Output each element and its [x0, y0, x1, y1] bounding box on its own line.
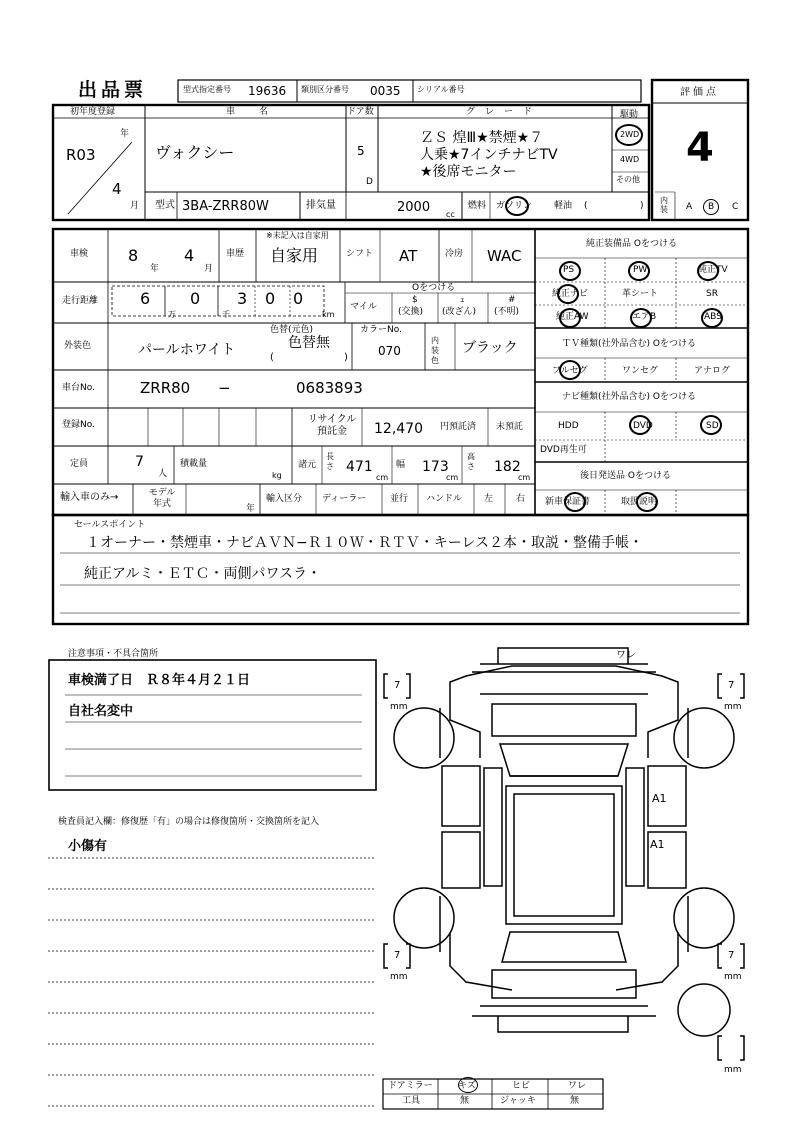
ac-label: 冷房	[445, 249, 464, 259]
height-value: 182	[494, 459, 521, 475]
category-label: 類別区分番号	[301, 85, 349, 94]
interior-b-circle-mark	[703, 199, 719, 215]
grade-line2: 人乗★7インチナビTV	[420, 147, 558, 163]
type-value: 3BA-ZRR80W	[182, 199, 269, 214]
tools-value: 無	[460, 1096, 470, 1106]
equip-airbag-circle-mark	[630, 308, 652, 328]
car-name-label: 車名	[226, 107, 293, 117]
shift-value: AT	[399, 247, 418, 265]
diagram-mark-a1-lower: A1	[650, 838, 665, 851]
length-unit: cm	[376, 473, 389, 482]
model-designation-label: 型式指定番号	[183, 85, 231, 94]
history-note: ※未記入は自家用	[266, 231, 329, 240]
interior-b: B	[708, 202, 715, 212]
mirror-value-circle-mark	[458, 1077, 478, 1093]
post-title: 後日発送品 Oをつける	[580, 471, 671, 481]
mirror-label: ドアミラー	[388, 1081, 433, 1091]
mileage-digit5: 0	[293, 289, 304, 308]
equip-airbag: エアB	[632, 312, 657, 322]
equip-pw-circle-mark	[628, 261, 650, 281]
equip-pw: PW	[633, 265, 648, 275]
fuel-diesel: 軽油	[554, 201, 573, 211]
interior-color-value: ブラック	[462, 340, 518, 356]
navi-hdd: HDD	[558, 421, 579, 431]
first-reg-label: 初年度登録	[70, 107, 116, 117]
load-label: 積載量	[180, 459, 208, 469]
grade-line3: ★後席モニター	[420, 164, 517, 180]
repaint-value: 色替無	[288, 335, 330, 351]
seats-label: 定員	[70, 459, 89, 469]
handle-label: ハンドル	[426, 494, 463, 504]
equip-aw-circle-mark	[559, 308, 581, 328]
post-manual: 取扱説明	[621, 497, 658, 507]
repaint-label: 色替(元色)	[270, 325, 314, 335]
tv-oneseg: ワンセグ	[622, 366, 659, 376]
post-warranty-circle-mark	[564, 492, 586, 512]
import-dealer: ディーラー	[322, 494, 367, 504]
model-designation-value: 19636	[248, 84, 287, 98]
height-unit: cm	[518, 473, 531, 482]
shift-label: シフト	[346, 249, 374, 259]
score-value: 4	[686, 125, 714, 171]
reg-year-unit: 年	[120, 129, 130, 139]
history-label: 車歴	[226, 249, 245, 259]
fuel-gasoline-circle-mark	[505, 196, 529, 216]
chassis-label: 車台No.	[62, 383, 95, 393]
mileage-unit-sen: 千	[222, 310, 230, 319]
color-no-value: 070	[378, 344, 401, 358]
mileage-tamper-mark: ｪ	[460, 295, 465, 305]
mileage-digit3: 3	[237, 289, 248, 308]
equip-aw: 純正AW	[556, 312, 589, 322]
drive-2wd: 2WD	[620, 130, 640, 139]
inspector-label: 検査員記入欄：修復歴「有」の場合は修復箇所・交換箇所を記入	[58, 817, 320, 827]
recycle-unpaid: 未預託	[496, 422, 524, 432]
equipment-title: 純正装備品 Oをつける	[586, 239, 677, 249]
fuel-label: 燃料	[468, 201, 487, 211]
tire-fr-value: 7	[728, 680, 735, 691]
jack-label: ジャッキ	[500, 1096, 536, 1106]
color-label: 外装色	[64, 341, 92, 351]
seats-value: 7	[135, 454, 144, 470]
equip-tv-circle-mark	[697, 261, 719, 281]
shaken-month: 4	[184, 246, 195, 265]
tire-rl-value: 7	[394, 950, 401, 961]
form-title: 出品票	[78, 79, 148, 101]
category-value: 0035	[370, 84, 401, 98]
recycle-label: リサイクル預託金	[307, 414, 357, 437]
tire-rr-unit: mm	[724, 972, 742, 982]
inspector-line1: 小傷有	[68, 839, 108, 854]
notes-label: 注意事項・不具合箇所	[68, 649, 159, 659]
navi-dvd-circle-mark	[629, 415, 651, 435]
tire-fl-unit: mm	[390, 702, 408, 712]
displacement-unit: cc	[446, 210, 455, 219]
mileage-exchange: (交換)	[398, 307, 424, 317]
drive-other: その他	[616, 175, 640, 184]
chip-label: ヒビ	[512, 1081, 531, 1091]
post-warranty: 新車保証書	[545, 497, 591, 507]
equip-leather: 革シート	[622, 289, 659, 299]
width-label: 幅	[396, 460, 406, 470]
equip-ps: PS	[563, 265, 575, 275]
grade-line1: ＺＳ 煌Ⅲ★禁煙★７	[420, 130, 544, 146]
model-year-label: モデル年式	[148, 488, 176, 509]
displacement-value: 2000	[397, 200, 431, 215]
serial-label: シリアル番号	[417, 85, 465, 94]
car-diagram	[380, 636, 760, 1082]
sales-label: セールスポイント	[74, 520, 146, 530]
handle-right: 右	[516, 494, 526, 504]
tools-label: 工具	[402, 1096, 421, 1106]
type-label: 型式	[155, 200, 175, 211]
tire-rr-value: 7	[728, 950, 735, 961]
mileage-unknown: (不明)	[494, 307, 520, 317]
chassis-number: 0683893	[296, 379, 363, 397]
notes-line2: 自社名変中	[68, 704, 134, 719]
mileage-unit-km: km	[322, 310, 335, 319]
history-value: 自家用	[270, 246, 319, 265]
chassis-dash: −	[218, 379, 231, 397]
doors-label: ドア数	[347, 107, 374, 117]
equip-ps-circle-mark	[559, 261, 581, 281]
tv-analog: アナログ	[694, 366, 731, 376]
mileage-unknown-mark: #	[508, 295, 516, 305]
length-label: 長さ	[326, 452, 334, 471]
tv-fullseg: フルセグ	[552, 366, 588, 376]
mileage-label: 走行距離	[62, 296, 99, 306]
interior-color-label: 内装色	[431, 336, 439, 365]
doors-value: 5	[357, 144, 365, 158]
tire-fl-value: 7	[394, 680, 401, 691]
import-parallel: 並行	[390, 494, 409, 504]
fuel-paren-close: )	[640, 201, 644, 211]
navi-sd: SD	[706, 421, 719, 431]
load-unit: kg	[272, 471, 282, 480]
reg-month-unit: 月	[130, 201, 140, 211]
displacement-label: 排気量	[306, 200, 336, 211]
tv-title: ＴＶ種類(社外品含む) Oをつける	[562, 339, 696, 349]
shaken-label: 車検	[70, 249, 89, 259]
doors-suffix: D	[366, 177, 373, 187]
drive-label: 駆動	[620, 110, 639, 120]
handle-left: 左	[484, 494, 494, 504]
repaint-paren-open: (	[270, 352, 274, 363]
import-category-label: 輸入区分	[266, 494, 303, 504]
length-value: 471	[346, 459, 373, 475]
dvd-playback-label: DVD再生可	[540, 445, 587, 455]
mileage-unit-man: 万	[168, 310, 176, 319]
mileage-digit1: 6	[140, 289, 151, 308]
equip-navi-circle-mark	[557, 284, 579, 304]
tire-rl-unit: mm	[390, 972, 408, 982]
sales-line2: 純正アルミ・ＥＴＣ・両側パワスラ・	[84, 566, 322, 582]
crack-label: ワレ	[568, 1081, 587, 1091]
mileage-exchange-mark: $	[412, 295, 418, 305]
shaken-year: 8	[128, 246, 139, 265]
equip-abs-circle-mark	[701, 308, 723, 328]
mileage-digit2: 0	[190, 289, 201, 308]
tv-fullseg-circle-mark	[559, 360, 581, 380]
chassis-prefix: ZRR80	[140, 379, 191, 397]
seats-unit: 人	[158, 469, 168, 479]
shaken-year-unit: 年	[150, 264, 160, 274]
recycle-value: 12,470	[374, 421, 423, 437]
repaint-paren-close: )	[344, 352, 348, 363]
mileage-circle-note: Oをつける	[412, 283, 456, 293]
model-year-unit: 年	[246, 504, 256, 514]
mirror-value: キズ	[458, 1081, 476, 1091]
tire-fr-unit: mm	[724, 702, 742, 712]
color-value: パールホワイト	[138, 342, 236, 358]
mileage-mile: マイル	[350, 302, 377, 312]
equip-sr: SR	[706, 289, 718, 299]
navi-title: ナビ種類(社外品含む) Oをつける	[562, 392, 696, 402]
tire-spare-unit: mm	[724, 1065, 742, 1075]
interior-c: C	[732, 202, 739, 212]
notes-line1: 車検満了日 Ｒ８年４月２１日	[68, 673, 251, 688]
color-no-label: カラーNo.	[360, 325, 402, 335]
post-manual-circle-mark	[636, 492, 658, 512]
import-only-label: 輸入車のみ→	[60, 492, 119, 503]
shaken-month-unit: 月	[204, 264, 214, 274]
interior-a: A	[686, 202, 693, 212]
navi-dvd: DVD	[633, 421, 653, 431]
mileage-tamper: (改ざん)	[442, 307, 477, 317]
equip-navi: 純正ナビ	[552, 289, 589, 299]
navi-sd-circle-mark	[700, 415, 722, 435]
fuel-paren-open: (	[584, 201, 588, 211]
score-label: 評価点	[680, 87, 719, 98]
fuel-gasoline: ガソリン	[496, 201, 533, 211]
drive-4wd: 4WD	[620, 155, 640, 164]
dim-label: 諸元	[298, 460, 317, 470]
interior-label: 内装	[660, 196, 668, 214]
diagram-mark-a1-upper: A1	[652, 792, 667, 805]
grade-label: グレード	[466, 107, 543, 117]
recycle-status: 円預託済	[440, 422, 477, 432]
sales-line1: １オーナー・禁煙車・ナビＡＶＮ−Ｒ１０Ｗ・ＲＴＶ・キーレス２本・取説・整備手帳・	[86, 535, 644, 551]
reg-era-year: R03	[66, 146, 96, 164]
ac-value: WAC	[487, 247, 522, 265]
drive-2wd-circle-mark	[615, 124, 643, 146]
height-label: 高さ	[467, 452, 475, 471]
car-name-value: ヴォクシー	[155, 143, 235, 162]
equip-abs: ABS	[704, 312, 722, 322]
reg-no-label: 登録No.	[62, 420, 95, 430]
mileage-digit4: 0	[265, 289, 276, 308]
width-unit: cm	[446, 473, 459, 482]
diagram-top-label: ワレ	[616, 650, 636, 661]
equip-tv: 純正TV	[698, 265, 728, 275]
jack-value: 無	[570, 1096, 580, 1106]
reg-month: 4	[112, 180, 122, 198]
width-value: 173	[422, 459, 449, 475]
